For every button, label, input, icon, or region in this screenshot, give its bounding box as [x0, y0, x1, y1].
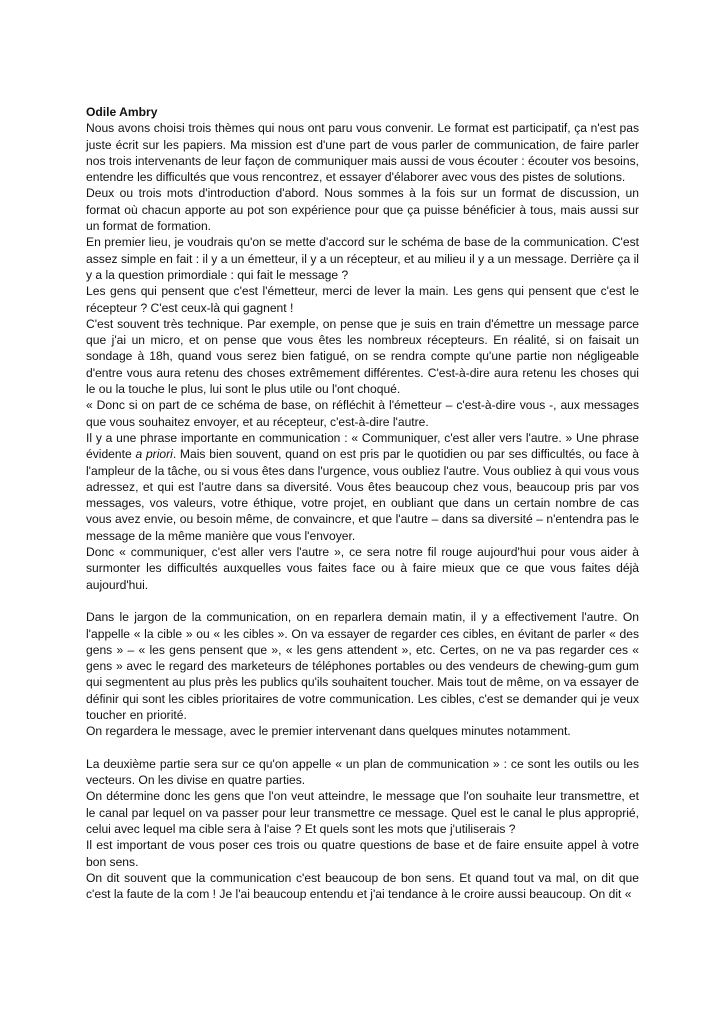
- paragraph: En premier lieu, je voudrais qu'on se mette d'accord sur le schéma de base de la communication. C'est assez simple en fait : il y a un émetteur, il y a un récepteur, et au milieu il y a un message. Derrière ça il y a la question primordiale : qui fait le message ?: [86, 235, 639, 282]
- paragraph: Dans le jargon de la communication, on en reparlera demain matin, il y a effectivement l'autre. On l'appelle « la cible » ou « les cibles ». On va essayer de regarder ces cibles, en évitant de parler « des gens » – « les gens pensent que », « les gens attendent », etc. Certes, on ne va pas regarder ces « gens » avec le regard des marketeurs de téléphones portables ou des vendeurs de chewing-gum gum qui segmentent au plus près les publics qu'ils souhaitent toucher. Mais tout de même, on va essayer de définir qui sont les cibles prioritaires de votre communication. Les cibles, c'est se demander qui je veux toucher en priorité.: [86, 610, 639, 722]
- paragraph: Il est important de vous poser ces trois ou quatre questions de base et de faire ensuite appel à votre bon sens.: [86, 838, 639, 869]
- paragraph-text: Il y a une phrase importante en communication : « Communiquer, c'est aller vers l'autre. » Une phrase évidente: [86, 430, 639, 462]
- paragraph: « Donc si on part de ce schéma de base, on réfléchit à l'émetteur – c'est-à-dire vous -, aux messages que vous souhaitez envoyer, et au récepteur, c'est-à-dire l'autre.: [86, 398, 639, 429]
- speaker-name: Odile Ambry: [86, 105, 158, 119]
- paragraph: Deux ou trois mots d'introduction d'abord. Nous sommes à la fois sur un format de discussion, un format où chacun apporte au pot son expérience pour que ça puisse bénéficier à tous, mais aussi sur un format de formation.: [86, 186, 639, 234]
- paragraph: [86, 430, 639, 544]
- paragraph: C'est souvent très technique. Par exemple, on pense que je suis en train d'émettre un message parce que j'ai un micro, et on pense que vous êtes les nombreux récepteurs. En réalité, si on faisait un sondage à 18h, quand vous serez bien fatigué, on se rendra compte qu'une partie non négligeable d'entre vous aura retenu des choses extrêmement différentes. C'est-à-dire aura retenu les choses qui le ou la touche le plus, lui sont le plus utile ou l'ont choqué.: [86, 316, 639, 397]
- paragraph: Les gens qui pensent que c'est l'émetteur, merci de lever la main. Les gens qui pensent que c'est le récepteur ? C'est ceux-là qui gagnent !: [86, 284, 639, 315]
- paragraph: Donc « communiquer, c'est aller vers l'autre », ce sera notre fil rouge aujourd'hui pour vous aider à surmonter les difficultés auxquelles vous faites face ou à faire mieux que ce que vous faites déjà aujourd'hui.: [86, 545, 639, 592]
- paragraph: On regardera le message, avec le premier intervenant dans quelques minutes notamment.: [86, 724, 571, 739]
- paragraph-gap: [86, 593, 639, 609]
- paragraph: Nous avons choisi trois thèmes qui nous ont paru vous convenir. Le format est participatif, ça n'est pas juste écrit sur les papiers. Ma mission est d'une part de vous parler de communication, de faire parler nos trois intervenants de leur façon de communiquer mais aussi de vous écouter : écouter vos besoins, entendre les difficultés que vous rencontrez, et essayer d'élaborer avec vous des pistes de solutions.: [86, 121, 639, 185]
- paragraph: On dit souvent que la communication c'est beaucoup de bon sens. Et quand tout va mal, on dit que c'est la faute de la com ! Je l'ai beaucoup entendu et j'ai tendance à le croire aussi beaucoup. On dit «: [86, 870, 639, 902]
- paragraph: On détermine donc les gens que l'on veut atteindre, le message que l'on souhaite leur transmettre, et le canal par lequel on va passer pour leur transmettre ce message. Quel est le canal le plus approprié, celui avec lequel ma cible sera à l'aise ? Et quels sont les mots que j'utiliserais ?: [86, 789, 639, 837]
- paragraph-text: . Mais bien souvent, quand on est pris par le quotidien ou par ses difficultés, ou face à l'ampleur de la tâche, ou si vous êtes dans l'urgence, vous oubliez l'autre. Vous oubliez à qui vous vous adressez, et qui est l'autre dans sa diversité. Vous êtes beaucoup chez vous, beaucoup pris par vos messages, vos valeurs, votre éthique, votre projet, en oubliant que dans un certain nombre de cas vous avez envie, ou besoin même, de convaincre, et que l'autre – dans sa diversité – n'entendra pas le message de la même manière que vous l'envoyer.: [86, 447, 639, 543]
- italic-phrase: a priori: [135, 447, 173, 462]
- document-page: [86, 104, 639, 903]
- paragraph: La deuxième partie sera sur ce qu'on appelle « un plan de communication » : ce sont les outils ou les vecteurs. On les divise en quatre parties.: [86, 756, 639, 788]
- paragraph-gap: [86, 740, 639, 756]
